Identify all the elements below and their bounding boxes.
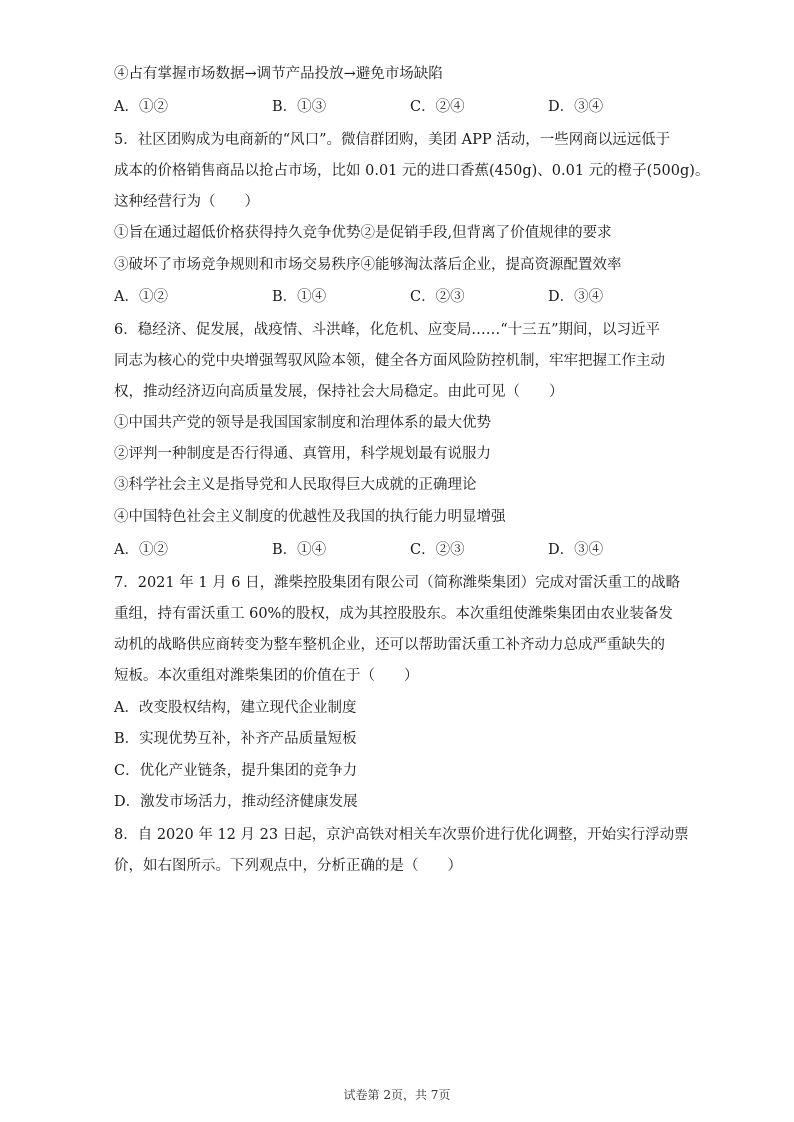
q6-statement-2: ②评判一种制度是否行得通、真管用，科学规划最有说服力	[114, 446, 491, 462]
q7-stem-line-3: 动机的战略供应商转变为整车整机企业，还可以帮助雷沃重工补齐动力总成严重缺失的	[114, 637, 665, 653]
q5-choice-d: D．③④	[548, 289, 604, 305]
q4-choice-d: D．③④	[548, 99, 604, 115]
q4-choice-a: A．①②	[114, 99, 168, 115]
q6-stem-line-2: 同志为核心的党中央增强驾驭风险本领，健全各方面风险防控机制，牢牢把握工作主动	[114, 353, 665, 369]
q6-choice-c: C．②③	[410, 542, 465, 558]
q6-choice-d: D．③④	[548, 542, 604, 558]
q8-stem-line-2: 价，如右图所示。下列观点中，分析正确的是（ ）	[114, 858, 462, 874]
q5-stem-line-2: 成本的价格销售商品以抢占市场，比如 0.01 元的进口香蕉(450g)、0.01 元的橙子(500g)。	[114, 163, 710, 179]
q6-stem-line-3: 权，推动经济迈向高质量发展，保持社会大局稳定。由此可见（ ）	[114, 384, 564, 400]
q6-statement-1: ①中国共产党的领导是我国国家制度和治理体系的最大优势	[114, 415, 491, 431]
q5-stem-line-1: 5．社区团购成为电商新的“风口”。微信群团购，美团 APP 活动，一些网商以远远低于	[114, 132, 671, 148]
q6-statement-3: ③科学社会主义是指导党和人民取得巨大成就的正确理论	[114, 477, 477, 493]
q6-stem-line-1: 6．稳经济、促发展，战疫情、斗洪峰，化危机、应变局……“十三五”期间，以习近平	[114, 322, 661, 338]
q6-statement-4: ④中国特色社会主义制度的优越性及我国的执行能力明显增强	[114, 509, 506, 525]
q5-choice-a: A．①②	[114, 289, 168, 305]
q6-choice-a: A．①②	[114, 542, 168, 558]
q5-statements-1-2: ①旨在通过超低价格获得持久竞争优势②是促销手段,但背离了价值规律的要求	[114, 225, 612, 241]
q7-choice-b: B．实现优势互补，补齐产品质量短板	[114, 731, 357, 747]
q4-answer-choices	[114, 97, 634, 117]
q7-choice-c: C．优化产业链条，提升集团的竞争力	[114, 763, 358, 779]
q5-statements-3-4: ③破坏了市场竞争规则和市场交易秩序④能够淘汰落后企业，提高资源配置效率	[114, 257, 622, 273]
q5-answer-choices	[114, 287, 634, 307]
q4-choice-b: B．①③	[272, 99, 327, 115]
q4-choice-c: C．②④	[410, 99, 465, 115]
q7-stem-line-2: 重组，持有雷沃重工 60%的股权，成为其控股股东。本次重组使潍柴集团由农业装备发	[114, 606, 673, 622]
q7-stem-line-4: 短板。本次重组对潍柴集团的价值在于（ ）	[114, 668, 419, 684]
q6-choice-b: B．①④	[272, 542, 327, 558]
q7-choice-d: D．激发市场活力，推动经济健康发展	[114, 794, 358, 810]
q8-stem-line-1: 8．自 2020 年 12 月 23 日起，京沪高铁对相关车次票价进行优化调整，开始实行浮动票	[114, 827, 689, 843]
q5-stem-line-3: 这种经营行为（ ）	[114, 194, 259, 210]
q7-stem-line-1: 7．2021 年 1 月 6 日，潍柴控股集团有限公司（简称潍柴集团）完成对雷沃重工的战略	[114, 575, 681, 591]
q5-choice-b: B．①④	[272, 289, 327, 305]
page-footer: 试卷第 2页，共 7页	[343, 1088, 451, 1102]
q7-choice-a: A．改变股权结构，建立现代企业制度	[114, 700, 357, 716]
q4-option-statement-4: ④占有掌握市场数据→调节产品投放→避免市场缺陷	[114, 66, 443, 82]
q5-choice-c: C．②③	[410, 289, 465, 305]
q6-answer-choices	[114, 540, 634, 560]
